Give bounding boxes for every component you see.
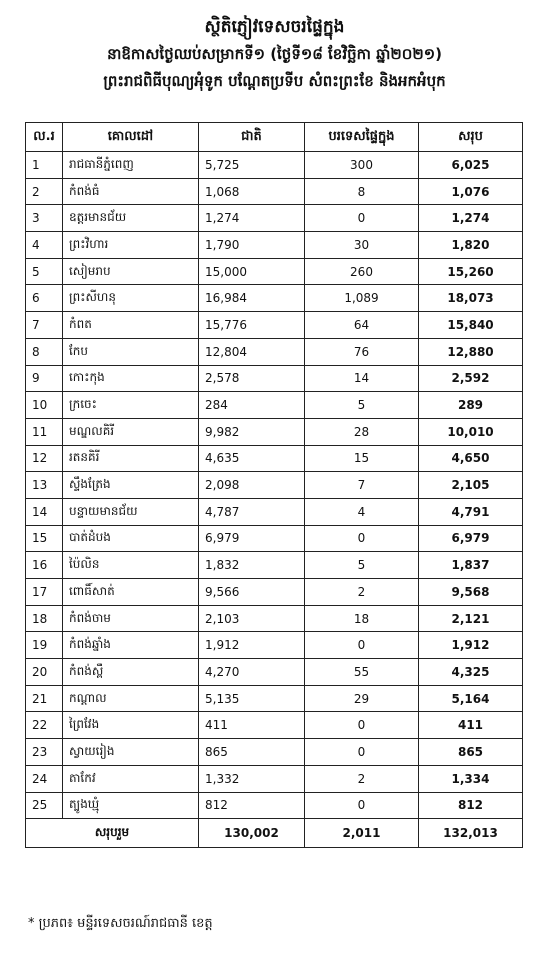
row-number: 1 [26,152,63,179]
row-foreign-count: 300 [305,152,419,179]
row-national-count: 1,912 [199,632,305,659]
row-total-count: 2,592 [419,365,523,392]
row-national-count: 411 [199,712,305,739]
row-total-count: 1,820 [419,232,523,259]
table-row [26,579,523,606]
row-destination: កំពង់ស្ពឺ [63,659,199,686]
table-row [26,445,523,472]
row-national-count: 812 [199,792,305,819]
row-national-count: 9,982 [199,418,305,445]
row-destination: ក្រចេះ [63,392,199,419]
row-number: 2 [26,178,63,205]
row-foreign-count: 76 [305,338,419,365]
row-national-count: 1,068 [199,178,305,205]
row-number: 18 [26,605,63,632]
row-destination: កំពង់ចាម [63,605,199,632]
row-national-count: 2,103 [199,605,305,632]
row-total-count: 5,164 [419,685,523,712]
row-national-count: 9,566 [199,579,305,606]
row-destination: កំពង់ធំ [63,178,199,205]
row-national-count: 5,135 [199,685,305,712]
table-row [26,205,523,232]
source-footnote: * ប្រភព៖ មន្ទីរទេសចរណ៍រាជធានី ខេត្ត [28,916,213,931]
row-destination: ត្បូងឃ្មុំ [63,792,199,819]
row-foreign-count: 260 [305,258,419,285]
row-total-count: 18,073 [419,285,523,312]
table-row [26,178,523,205]
row-foreign-count: 0 [305,712,419,739]
row-national-count: 15,776 [199,312,305,339]
row-total-count: 4,325 [419,659,523,686]
row-number: 10 [26,392,63,419]
row-total-count: 411 [419,712,523,739]
table-row [26,739,523,766]
row-foreign-count: 30 [305,232,419,259]
row-total-count: 1,274 [419,205,523,232]
row-national-count: 12,804 [199,338,305,365]
row-destination: បន្ទាយមានជ័យ [63,498,199,525]
row-national-count: 5,725 [199,152,305,179]
row-national-count: 15,000 [199,258,305,285]
report-subtitle-date: នាឱកាសថ្ងៃឈប់សម្រាកទី១ (ថ្ងៃទី១៨ ខែវិច្ឆិកា ឆ្នាំ២០២១) [107,45,442,63]
row-destination: សៀមរាប [63,258,199,285]
row-destination: កំពត [63,312,199,339]
row-destination: រាជធានីភ្នំពេញ [63,152,199,179]
table-row [26,498,523,525]
grand-total-national: 130,002 [199,819,305,848]
row-total-count: 9,568 [419,579,523,606]
report-title: ស្ថិតិភ្ញៀវទេសចរផ្ទៃក្នុង [204,17,345,37]
row-total-count: 2,121 [419,605,523,632]
row-total-count: 1,912 [419,632,523,659]
table-row [26,712,523,739]
row-foreign-count: 55 [305,659,419,686]
table-row [26,285,523,312]
column-header-total: សរុប [419,123,523,152]
row-destination: កំពង់ឆ្នាំង [63,632,199,659]
row-total-count: 6,979 [419,525,523,552]
row-number: 8 [26,338,63,365]
row-number: 22 [26,712,63,739]
row-number: 16 [26,552,63,579]
row-total-count: 15,260 [419,258,523,285]
tourist-statistics-table [25,122,523,848]
row-national-count: 2,578 [199,365,305,392]
row-destination: ព្រះសីហនុ [63,285,199,312]
row-foreign-count: 15 [305,445,419,472]
row-total-count: 12,880 [419,338,523,365]
table-row [26,232,523,259]
row-foreign-count: 28 [305,418,419,445]
row-number: 7 [26,312,63,339]
row-national-count: 1,790 [199,232,305,259]
row-foreign-count: 64 [305,312,419,339]
table-row [26,525,523,552]
row-total-count: 6,025 [419,152,523,179]
row-destination: កែប [63,338,199,365]
row-foreign-count: 2 [305,765,419,792]
table-row [26,765,523,792]
row-national-count: 4,270 [199,659,305,686]
row-destination: រតនគិរី [63,445,199,472]
row-number: 13 [26,472,63,499]
table-row [26,258,523,285]
report-header [0,0,549,95]
table-row [26,792,523,819]
grand-total-foreign: 2,011 [305,819,419,848]
row-total-count: 15,840 [419,312,523,339]
row-foreign-count: 0 [305,632,419,659]
table-row [26,418,523,445]
column-header-foreign: បរទេសផ្ទៃក្នុង [305,123,419,152]
row-destination: ព្រៃវែង [63,712,199,739]
row-destination: បាត់ដំបង [63,525,199,552]
row-number: 24 [26,765,63,792]
table-row [26,552,523,579]
row-national-count: 4,787 [199,498,305,525]
row-foreign-count: 5 [305,392,419,419]
row-number: 23 [26,739,63,766]
row-number: 9 [26,365,63,392]
row-destination: ព្រះវិហារ [63,232,199,259]
row-foreign-count: 29 [305,685,419,712]
row-national-count: 284 [199,392,305,419]
row-number: 3 [26,205,63,232]
row-national-count: 16,984 [199,285,305,312]
table-row [26,338,523,365]
row-foreign-count: 0 [305,205,419,232]
report-subtitle-festival: ព្រះរាជពិធីបុណ្យអុំទូក បណ្តែតប្រទីប សំពះព្រះខែ និងអកអំបុក [103,72,446,90]
column-header-destination: គោលដៅ [63,123,199,152]
table-row [26,659,523,686]
row-destination: មណ្ឌលគិរី [63,418,199,445]
row-number: 12 [26,445,63,472]
grand-total-label: សរុបរួម [26,819,199,848]
table-row [26,365,523,392]
grand-total-sum: 132,013 [419,819,523,848]
table-row [26,632,523,659]
row-total-count: 812 [419,792,523,819]
row-foreign-count: 1,089 [305,285,419,312]
row-destination: តាកែវ [63,765,199,792]
row-national-count: 1,332 [199,765,305,792]
row-number: 14 [26,498,63,525]
row-foreign-count: 8 [305,178,419,205]
table-row [26,312,523,339]
row-foreign-count: 14 [305,365,419,392]
row-destination: ស្ទឹងត្រែង [63,472,199,499]
row-number: 25 [26,792,63,819]
row-total-count: 1,837 [419,552,523,579]
column-header-number: ល.រ [26,123,63,152]
row-national-count: 865 [199,739,305,766]
row-foreign-count: 0 [305,739,419,766]
row-total-count: 4,791 [419,498,523,525]
row-foreign-count: 7 [305,472,419,499]
table-row [26,685,523,712]
row-total-count: 289 [419,392,523,419]
row-destination: ឧត្តរមានជ័យ [63,205,199,232]
row-national-count: 2,098 [199,472,305,499]
row-national-count: 6,979 [199,525,305,552]
row-total-count: 865 [419,739,523,766]
row-destination: កោះកុង [63,365,199,392]
row-destination: ស្វាយរៀង [63,739,199,766]
row-foreign-count: 0 [305,792,419,819]
row-number: 6 [26,285,63,312]
row-number: 5 [26,258,63,285]
row-number: 20 [26,659,63,686]
row-total-count: 1,076 [419,178,523,205]
row-national-count: 1,832 [199,552,305,579]
row-total-count: 2,105 [419,472,523,499]
table-row [26,152,523,179]
row-total-count: 10,010 [419,418,523,445]
column-header-national: ជាតិ [199,123,305,152]
row-destination: ប៉ៃលិន [63,552,199,579]
grand-total-row [26,819,523,848]
row-number: 21 [26,685,63,712]
row-number: 17 [26,579,63,606]
row-total-count: 4,650 [419,445,523,472]
row-national-count: 4,635 [199,445,305,472]
row-foreign-count: 18 [305,605,419,632]
table-body [26,152,523,819]
row-total-count: 1,334 [419,765,523,792]
row-foreign-count: 2 [305,579,419,606]
row-number: 19 [26,632,63,659]
table-header-row [26,123,523,152]
table-row [26,605,523,632]
row-number: 4 [26,232,63,259]
row-foreign-count: 0 [305,525,419,552]
row-destination: ពោធិ៍សាត់ [63,579,199,606]
row-number: 11 [26,418,63,445]
row-destination: កណ្តាល [63,685,199,712]
row-foreign-count: 5 [305,552,419,579]
table-row [26,472,523,499]
row-national-count: 1,274 [199,205,305,232]
row-number: 15 [26,525,63,552]
table-row [26,392,523,419]
row-foreign-count: 4 [305,498,419,525]
